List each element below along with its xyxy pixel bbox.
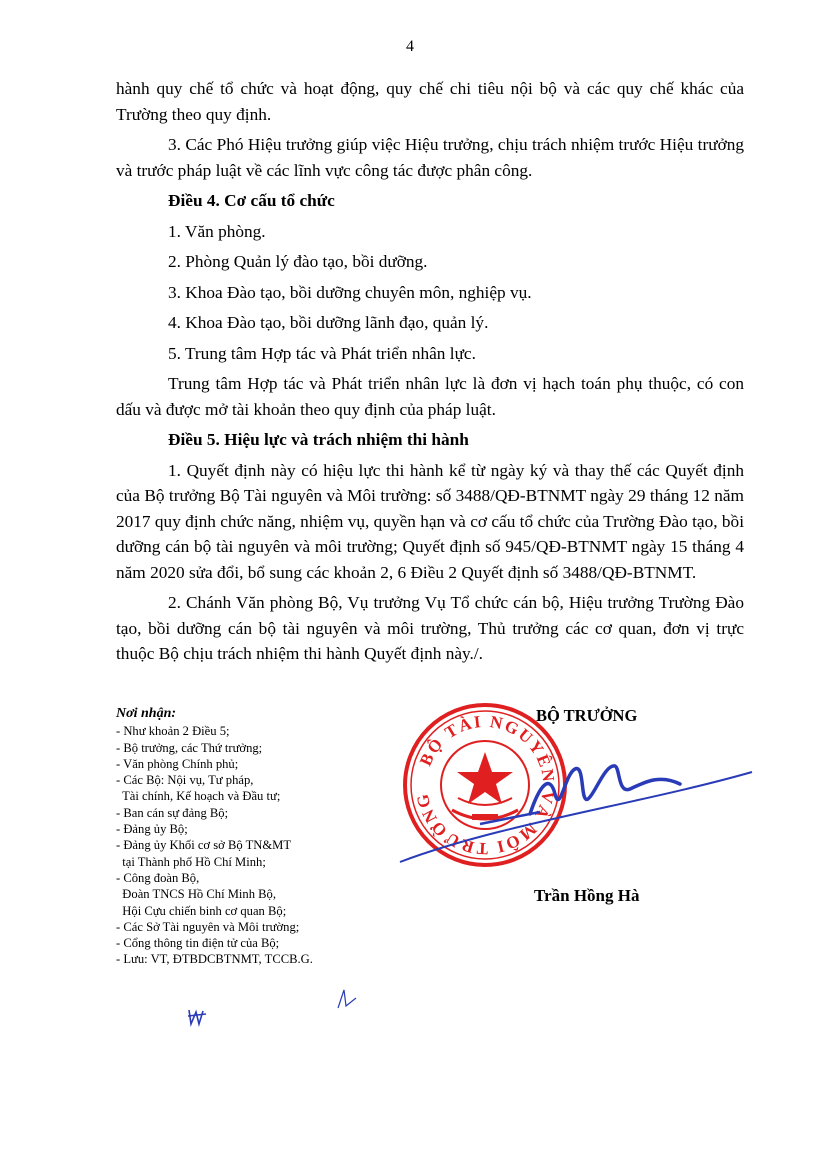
signature-block — [412, 700, 800, 930]
recipient-line: - Bộ trưởng, các Thứ trưởng; — [116, 740, 263, 755]
article-5-heading: Điều 5. Hiệu lực và trách nhiệm thi hành — [168, 430, 469, 449]
page-number: 4 — [406, 38, 414, 55]
article-4-note: Trung tâm Hợp tác và Phát triển nhân lực là đơn vị hạch toán phụ thuộc, có con dấu và được mở tài khoản theo quy định của pháp luật. — [116, 374, 744, 419]
recipient-line: tại Thành phố Hồ Chí Minh; — [116, 854, 266, 869]
paragraph-continuation: hành quy chế tổ chức và hoạt động, quy chế chi tiêu nội bộ và các quy chế khác của Trường theo quy định. — [116, 79, 744, 124]
article-4-item: 5. Trung tâm Hợp tác và Phát triển nhân lực. — [168, 343, 476, 363]
paragraph-vice-principals: 3. Các Phó Hiệu trưởng giúp việc Hiệu trưởng, chịu trách nhiệm trước Hiệu trưởng và trước pháp luật về các lĩnh vực công tác được phân công. — [116, 135, 744, 180]
article-4-item: 3. Khoa Đào tạo, bồi dưỡng chuyên môn, nghiệp vụ. — [168, 282, 532, 302]
recipient-line: - Như khoản 2 Điều 5; — [116, 724, 230, 739]
recipient-line: - Văn phòng Chính phủ; — [116, 756, 239, 771]
recipient-line: - Đảng ủy Khối cơ sở Bộ TN&MT — [116, 838, 292, 853]
recipient-line: Tài chính, Kế hoạch và Đầu tư; — [116, 789, 281, 804]
article-5-paragraph-1: 1. Quyết định này có hiệu lực thi hành kể từ ngày ký và thay thế các Quyết định của Bộ trưởng Bộ Tài nguyên và Môi trường: số 3488/QĐ-BTNMT ngày 29 tháng 12 năm 2017 quy định chức năng, nhiệm vụ, quyền hạn và cơ cấu tổ chức của Trường Đào tạo, bồi dưỡng cán bộ tài nguyên và môi trường; Quyết định số 945/QĐ-BTNMT ngày 15 tháng 4 năm 2020 sửa đổi, bổ sung các khoản 2, 6 Điều 2 Quyết định số 3488/QĐ-BTNMT. — [116, 460, 744, 582]
seal-text: BỘ TÀI NGUYÊN VÀ MÔI TRƯỜNG — [412, 711, 559, 859]
article-4-item: 1. Văn phòng. — [168, 221, 266, 241]
document-body — [116, 76, 744, 672]
signer-position: BỘ TRƯỞNG — [536, 706, 638, 725]
recipient-line: - Đảng ủy Bộ; — [116, 822, 188, 837]
recipients-title: Nơi nhận: — [116, 706, 177, 721]
recipient-line: - Các Sở Tài nguyên và Môi trường; — [116, 919, 300, 934]
signer-name: Trần Hồng Hà — [534, 886, 640, 905]
recipients-list — [116, 706, 416, 968]
recipient-line: - Ban cán sự đảng Bộ; — [116, 805, 229, 820]
handwritten-signature-icon — [380, 754, 760, 864]
article-4-item: 4. Khoa Đào tạo, bồi dưỡng lãnh đạo, quản lý. — [168, 313, 489, 332]
recipient-line: - Cổng thông tin điện tử của Bộ; — [116, 936, 280, 951]
recipient-line: - Lưu: VT, ĐTBDCBTNMT, TCCB.G. — [116, 952, 313, 967]
recipient-line: - Các Bộ: Nội vụ, Tư pháp, — [116, 773, 254, 788]
recipient-line: Hội Cựu chiến binh cơ quan Bộ; — [116, 903, 287, 918]
recipient-line: - Công đoàn Bộ, — [116, 870, 200, 885]
article-5-paragraph-2: 2. Chánh Văn phòng Bộ, Vụ trưởng Vụ Tổ chức cán bộ, Hiệu trưởng Trường Đào tạo, bồi dưỡng cán bộ tài nguyên và môi trường, Thủ trưởng các cơ quan, đơn vị trực thuộc Bộ chịu trách nhiệm thi hành Quyết định này./. — [116, 593, 744, 663]
recipient-line: Đoàn TNCS Hồ Chí Minh Bộ, — [116, 887, 277, 902]
initials-mark-icon — [186, 1006, 210, 1028]
article-4-heading: Điều 4. Cơ cấu tổ chức — [168, 191, 335, 210]
initials-mark-icon — [334, 988, 360, 1010]
article-4-item: 2. Phòng Quản lý đào tạo, bồi dưỡng. — [168, 252, 428, 271]
